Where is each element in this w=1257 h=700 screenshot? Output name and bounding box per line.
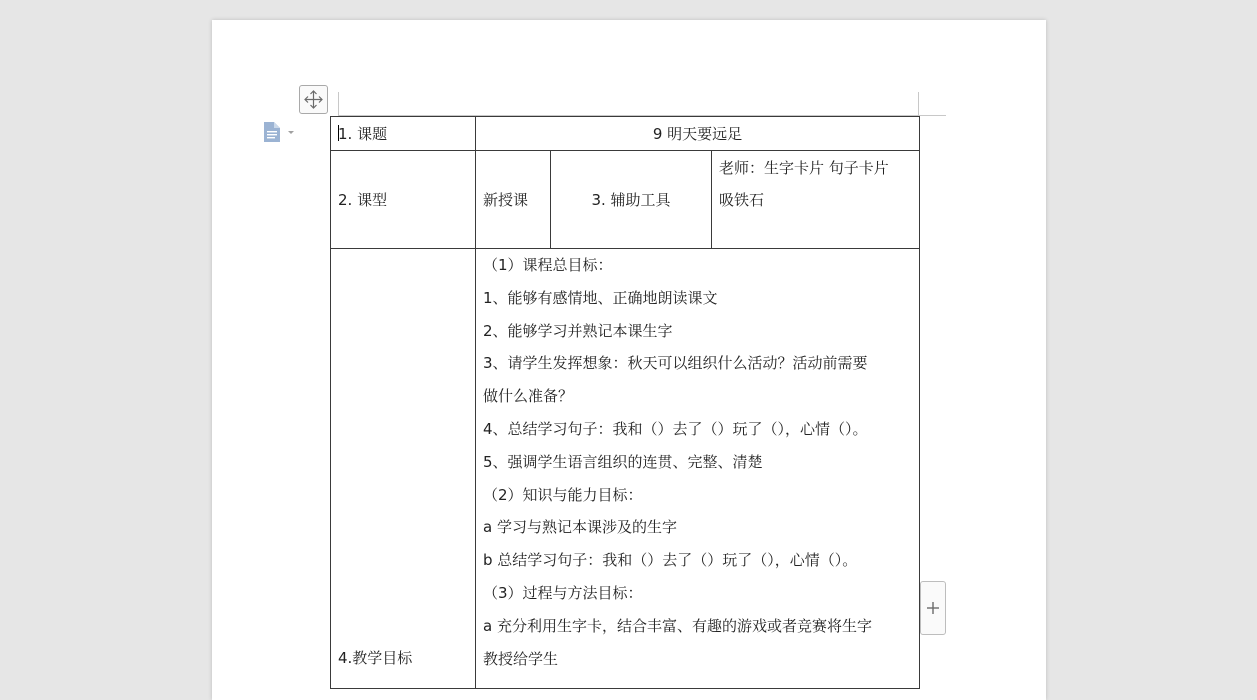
lesson-type-value-cell[interactable]	[476, 151, 551, 249]
objective-line: 教授给学生	[483, 649, 559, 668]
objective-line: 5、强调学生语言组织的连贯、完整、清楚	[483, 452, 763, 471]
tools-label: 3. 辅助工具	[591, 191, 671, 209]
paste-options-button[interactable]	[262, 120, 302, 144]
plus-icon	[926, 601, 940, 615]
table-row	[331, 249, 920, 689]
objective-line: a 充分利用生字卡，结合丰富、有趣的游戏或者竞赛将生字	[483, 616, 872, 635]
lesson-plan-table	[330, 116, 920, 689]
objective-line: （1）课程总目标：	[483, 256, 613, 274]
add-column-button[interactable]	[920, 581, 946, 635]
lesson-type-label-cell[interactable]	[331, 151, 476, 249]
objective-line: 做什么准备？	[483, 387, 574, 406]
objective-line: 2、能够学习并熟记本课生字	[483, 321, 673, 340]
lesson-type-value: 新授课	[483, 191, 529, 209]
objectives-label-cell[interactable]	[331, 249, 476, 689]
document-icon	[262, 121, 282, 143]
lesson-type-label: 2. 课型	[338, 191, 388, 209]
objective-line: （2）知识与能力目标：	[483, 485, 643, 504]
objectives-label: 4.教学目标	[338, 649, 413, 667]
topic-label: 1. 课题	[338, 125, 388, 143]
objective-line: 4、总结学习句子：我和（）去了（）玩了（），心情（）。	[483, 419, 868, 438]
objectives-cell[interactable]	[476, 249, 920, 689]
table-row	[331, 151, 920, 249]
lesson-title: 9 明天要远足	[652, 125, 743, 143]
chevron-down-icon	[284, 127, 298, 137]
table-move-handle[interactable]	[299, 85, 328, 114]
materials-line: 老师：生字卡片 句子卡片	[719, 159, 889, 177]
objective-line: 3、请学生发挥想象：秋天可以组织什么活动？活动前需要	[483, 354, 868, 373]
margin-mark-right	[918, 92, 919, 116]
table-row	[331, 117, 920, 151]
objective-line: b 总结学习句子：我和（）去了（）玩了（），心情（）。	[483, 551, 858, 570]
objective-line: （3）过程与方法目标：	[483, 583, 643, 602]
margin-mark-left	[338, 92, 339, 116]
objective-line: a 学习与熟记本课涉及的生字	[483, 518, 677, 537]
topic-label-cell[interactable]	[331, 117, 476, 151]
topic-title-cell[interactable]	[476, 117, 920, 151]
tools-label-cell[interactable]	[551, 151, 712, 249]
objective-line: 1、能够有感情地、正确地朗读课文	[483, 288, 718, 307]
move-arrows-icon	[303, 89, 324, 110]
materials-cell[interactable]	[712, 151, 920, 249]
materials-line: 吸铁石	[719, 191, 765, 209]
